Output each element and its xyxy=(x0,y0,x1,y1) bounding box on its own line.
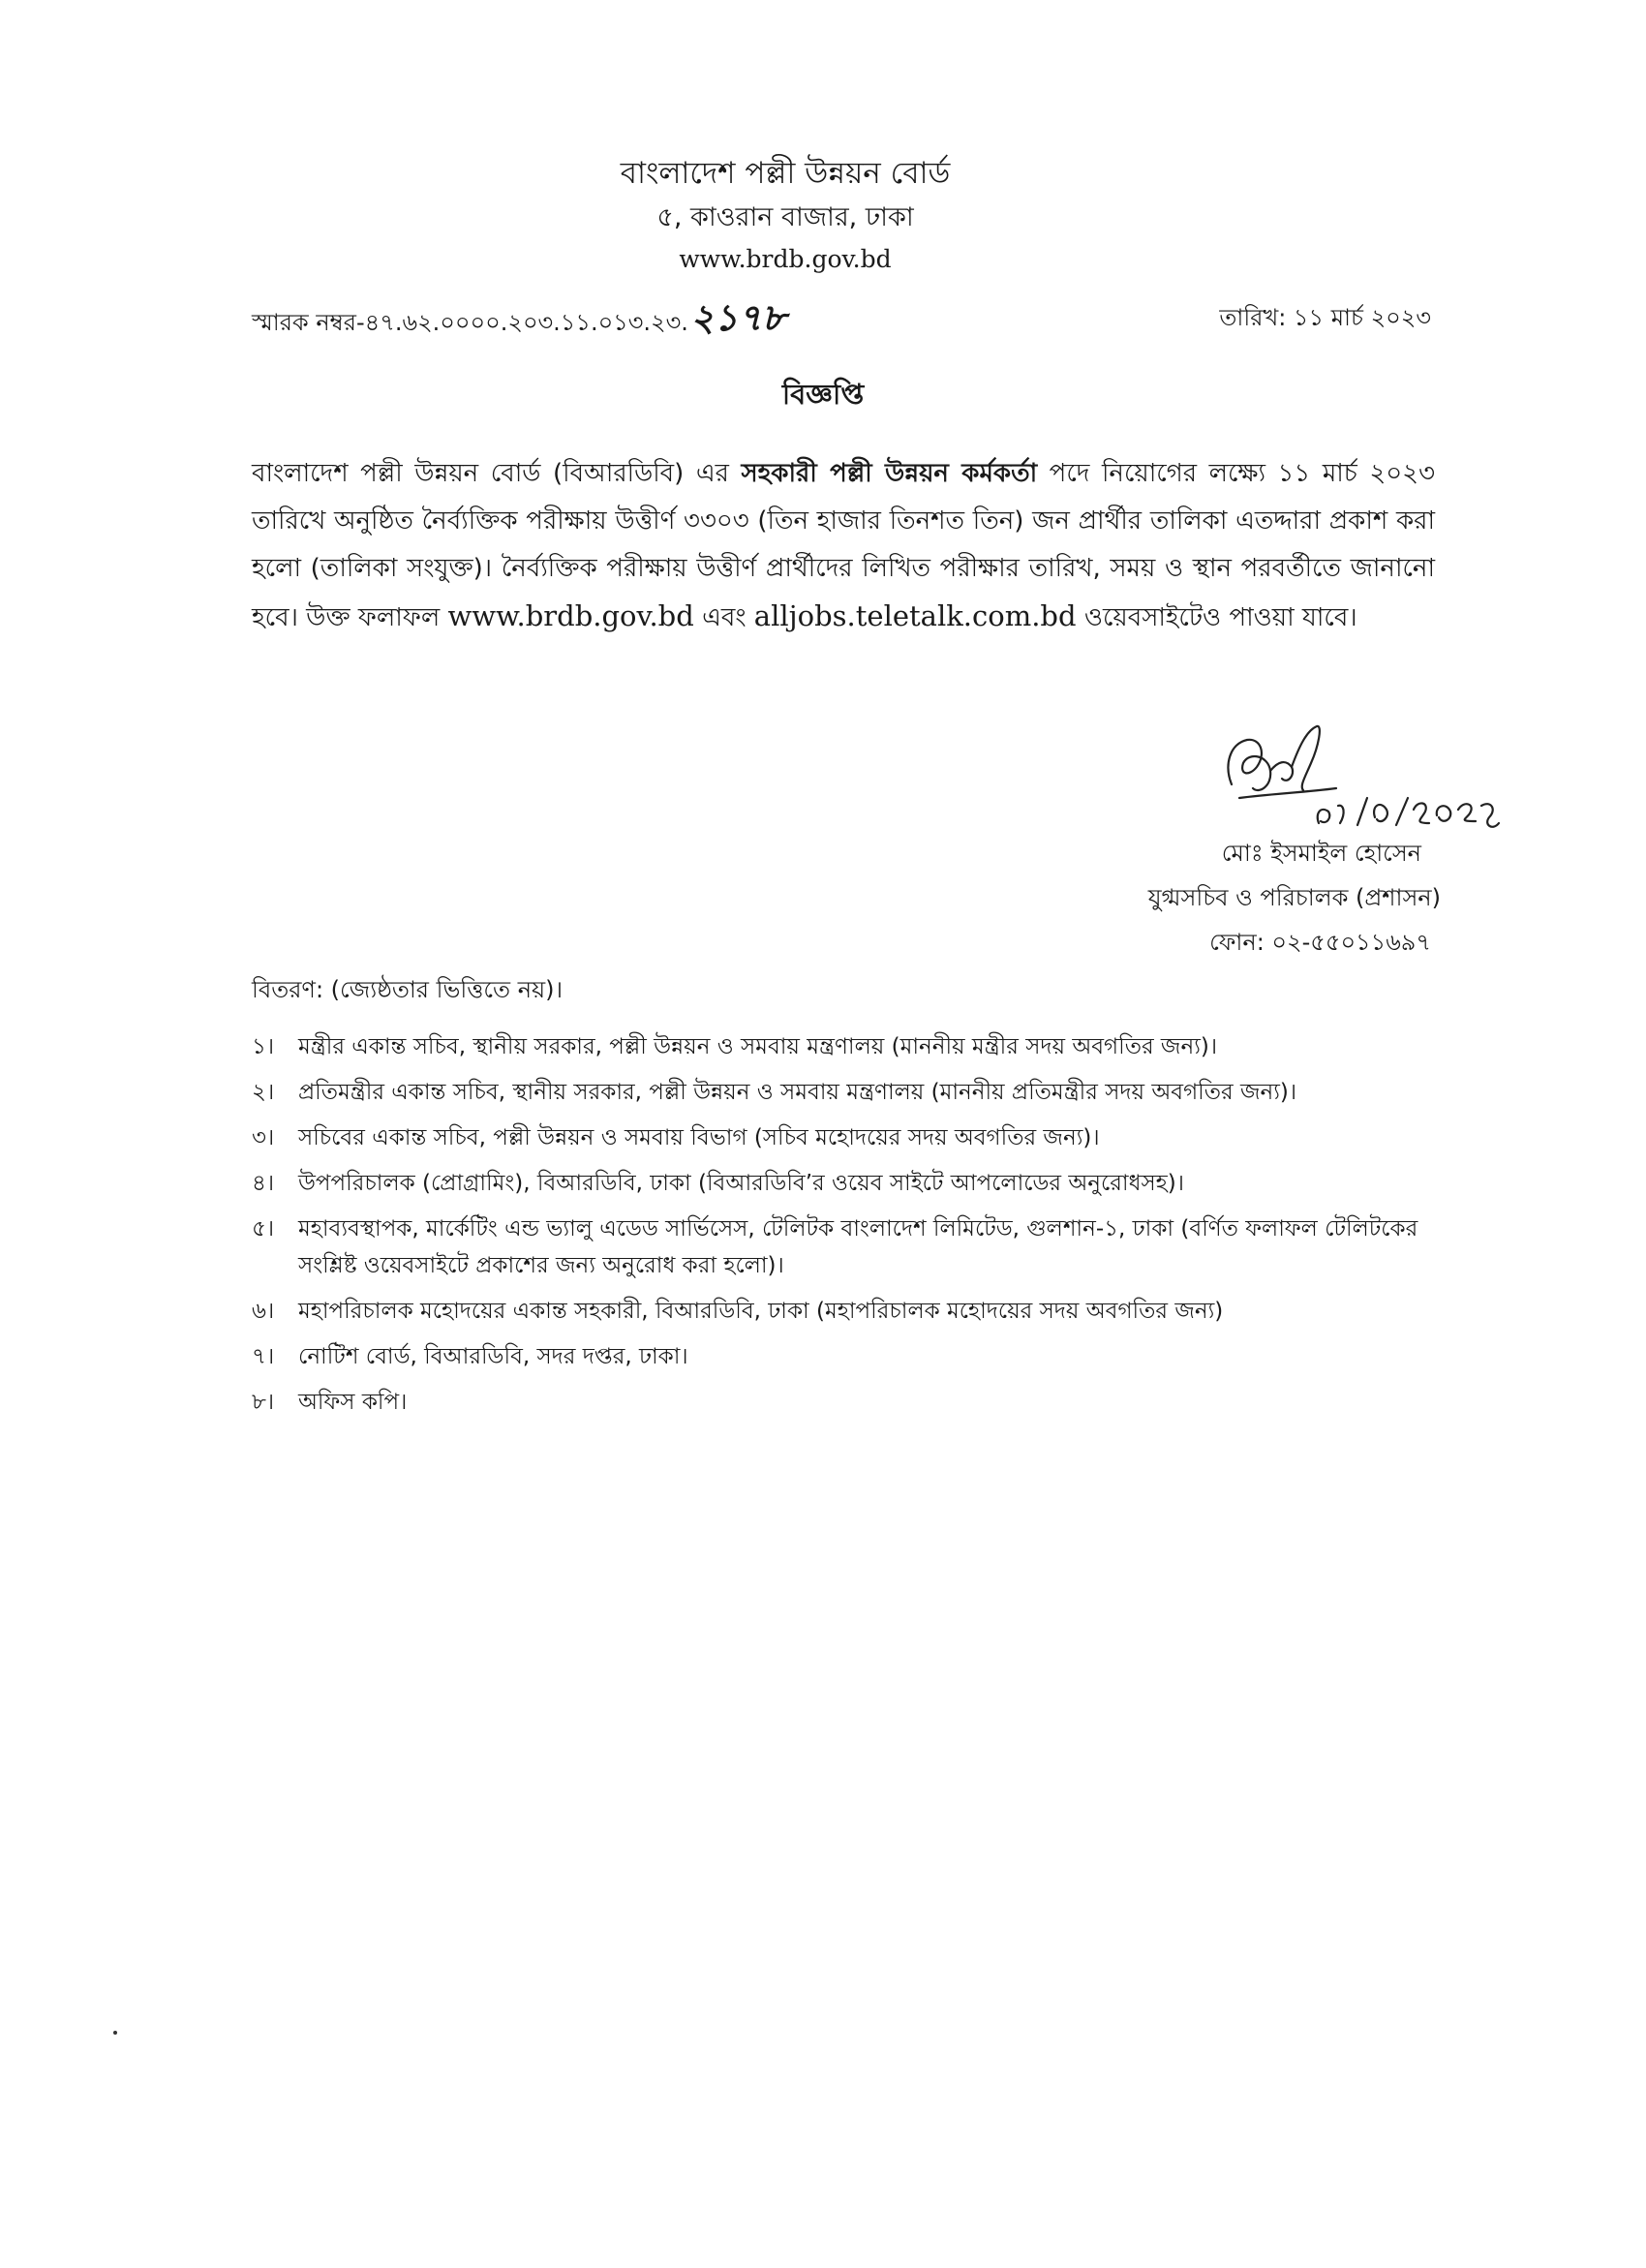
memo-reference-handwritten-number: ২১৭৮ xyxy=(689,295,786,339)
scan-speck xyxy=(113,2031,117,2035)
distribution-item-text: মহাপরিচালক মহোদয়ের একান্ত সহকারী, বিআরডিবি, ঢাকা (মহাপরিচালক মহোদয়ের সদয় অবগতির জন্য) xyxy=(298,1299,1224,1324)
body-part-4: ওয়েবসাইটেও পাওয়া যাবে। xyxy=(1076,603,1357,632)
distribution-item-text: প্রতিমন্ত্রীর একান্ত সচিব, স্থানীয় সরকার, পল্লী উন্নয়ন ও সমবায় মন্ত্রণালয় (মাননীয় প্রতিমন্ত্রীর সদয় অবগতির জন্য)। xyxy=(298,1080,1297,1105)
distribution-item xyxy=(252,1074,1452,1111)
letterhead xyxy=(0,150,1570,280)
distribution-item-number: ২। xyxy=(252,1080,275,1105)
signer-phone: ফোন: ০২-৫৫০১১৬৯৭ xyxy=(1209,929,1431,956)
signer-block xyxy=(1129,831,1441,965)
body-part-1: বাংলাদেশ পল্লী উন্নয়ন বোর্ড (বিআরডিবি) এর xyxy=(252,459,742,488)
distribution-item-number: ৭। xyxy=(252,1344,275,1369)
memo-reference xyxy=(252,295,786,342)
distribution-item-text: মহাব্যবস্থাপক, মার্কেটিং এন্ড ভ্যালু এডেড সার্ভিসেস, টেলিটক বাংলাদেশ লিমিটেড, গুলশান-১, ঢাকা (বর্ণিত ফলাফল টেলিটকের সংশ্লিষ্ট ওয়েবসাইটে প্রকাশের জন্য অনুরোধ করা হলো)। xyxy=(298,1216,1418,1278)
memo-date: তারিখ: ১১ মার্চ ২০২৩ xyxy=(1219,304,1431,331)
distribution-item-text: উপপরিচালক (প্রোগ্রামিং), বিআরডিবি, ঢাকা (বিআরডিবি’র ওয়েব সাইটে আপলোডের অনুরোধসহ)। xyxy=(298,1171,1184,1196)
distribution-heading: বিতরণ: (জ্যেষ্ঠতার ভিত্তিতে নয়)। xyxy=(252,976,564,1003)
distribution-item-number: ৩। xyxy=(252,1125,275,1150)
notice-body xyxy=(252,450,1435,642)
org-name: বাংলাদেশ পল্লী উন্নয়ন বোর্ড xyxy=(620,156,951,191)
distribution-item xyxy=(252,1165,1452,1202)
memo-reference-prefix: স্মারক নম্বর-৪৭.৬২.০০০০.২০৩.১১.০১৩.২৩. xyxy=(252,309,688,336)
distribution-item-number: ৬। xyxy=(252,1299,275,1324)
distribution-item xyxy=(252,1384,1452,1421)
distribution-item-text: অফিস কপি। xyxy=(298,1390,408,1415)
distribution-item-number: ১। xyxy=(252,1034,275,1059)
distribution-list xyxy=(252,1028,1452,1429)
org-website: www.brdb.gov.bd xyxy=(679,245,892,273)
signer-designation: যুগ্মসচিব ও পরিচালক (প্রশাসন) xyxy=(1147,884,1441,911)
distribution-item-text: সচিবের একান্ত সচিব, পল্লী উন্নয়ন ও সমবায় বিভাগ (সচিব মহোদয়ের সদয় অবগতির জন্য)। xyxy=(298,1125,1100,1150)
distribution-item-number: ৫। xyxy=(252,1216,275,1241)
distribution-item xyxy=(252,1028,1452,1065)
distribution-item-number: ৮। xyxy=(252,1390,275,1415)
body-link-brdb: www.brdb.gov.bd xyxy=(447,599,694,632)
distribution-item-number: ৪। xyxy=(252,1171,275,1196)
body-part-3: এবং xyxy=(693,603,754,632)
body-part-2: পদে নিয়োগের লক্ষ্যে ১১ মার্চ ২০২৩ তারিখে অনুষ্ঠিত নৈর্ব্যক্তিক পরীক্ষায় উত্তীর্ণ ৩৩০৩ (তিন হাজার তিনশত তিন) জন প্রার্থীর তালিকা এতদ্দারা প্রকাশ করা হলো (তালিকা সংযুক্ত)। নৈর্ব্যক্তিক পরীক্ষায় উত্তীর্ণ প্রার্থীদের লিখিত পরীক্ষার তারিখ, সময় ও স্থান পরবর্তীতে জানানো হবে। উক্ত ফলাফল xyxy=(252,459,1435,632)
signer-name: মোঃ ইসমাইল হোসেন xyxy=(1221,840,1421,867)
distribution-item xyxy=(252,1293,1452,1330)
distribution-item xyxy=(252,1119,1452,1156)
body-link-teletalk: alljobs.teletalk.com.bd xyxy=(753,599,1077,632)
notice-title: বিজ্ঞপ্তি xyxy=(781,378,865,411)
distribution-item xyxy=(252,1338,1452,1375)
body-post-name: সহকারী পল্লী উন্নয়ন কর্মকর্তা xyxy=(741,459,1038,488)
distribution-item xyxy=(252,1211,1452,1284)
handwritten-signature xyxy=(1210,717,1501,843)
distribution-item-text: মন্ত্রীর একান্ত সচিব, স্থানীয় সরকার, পল্লী উন্নয়ন ও সমবায় মন্ত্রণালয় (মাননীয় মন্ত্রীর সদয় অবগতির জন্য)। xyxy=(298,1034,1218,1059)
distribution-item-text: নোটিশ বোর্ড, বিআরডিবি, সদর দপ্তর, ঢাকা। xyxy=(298,1344,688,1369)
org-address: ৫, কাওরান বাজার, ঢাকা xyxy=(656,202,914,232)
